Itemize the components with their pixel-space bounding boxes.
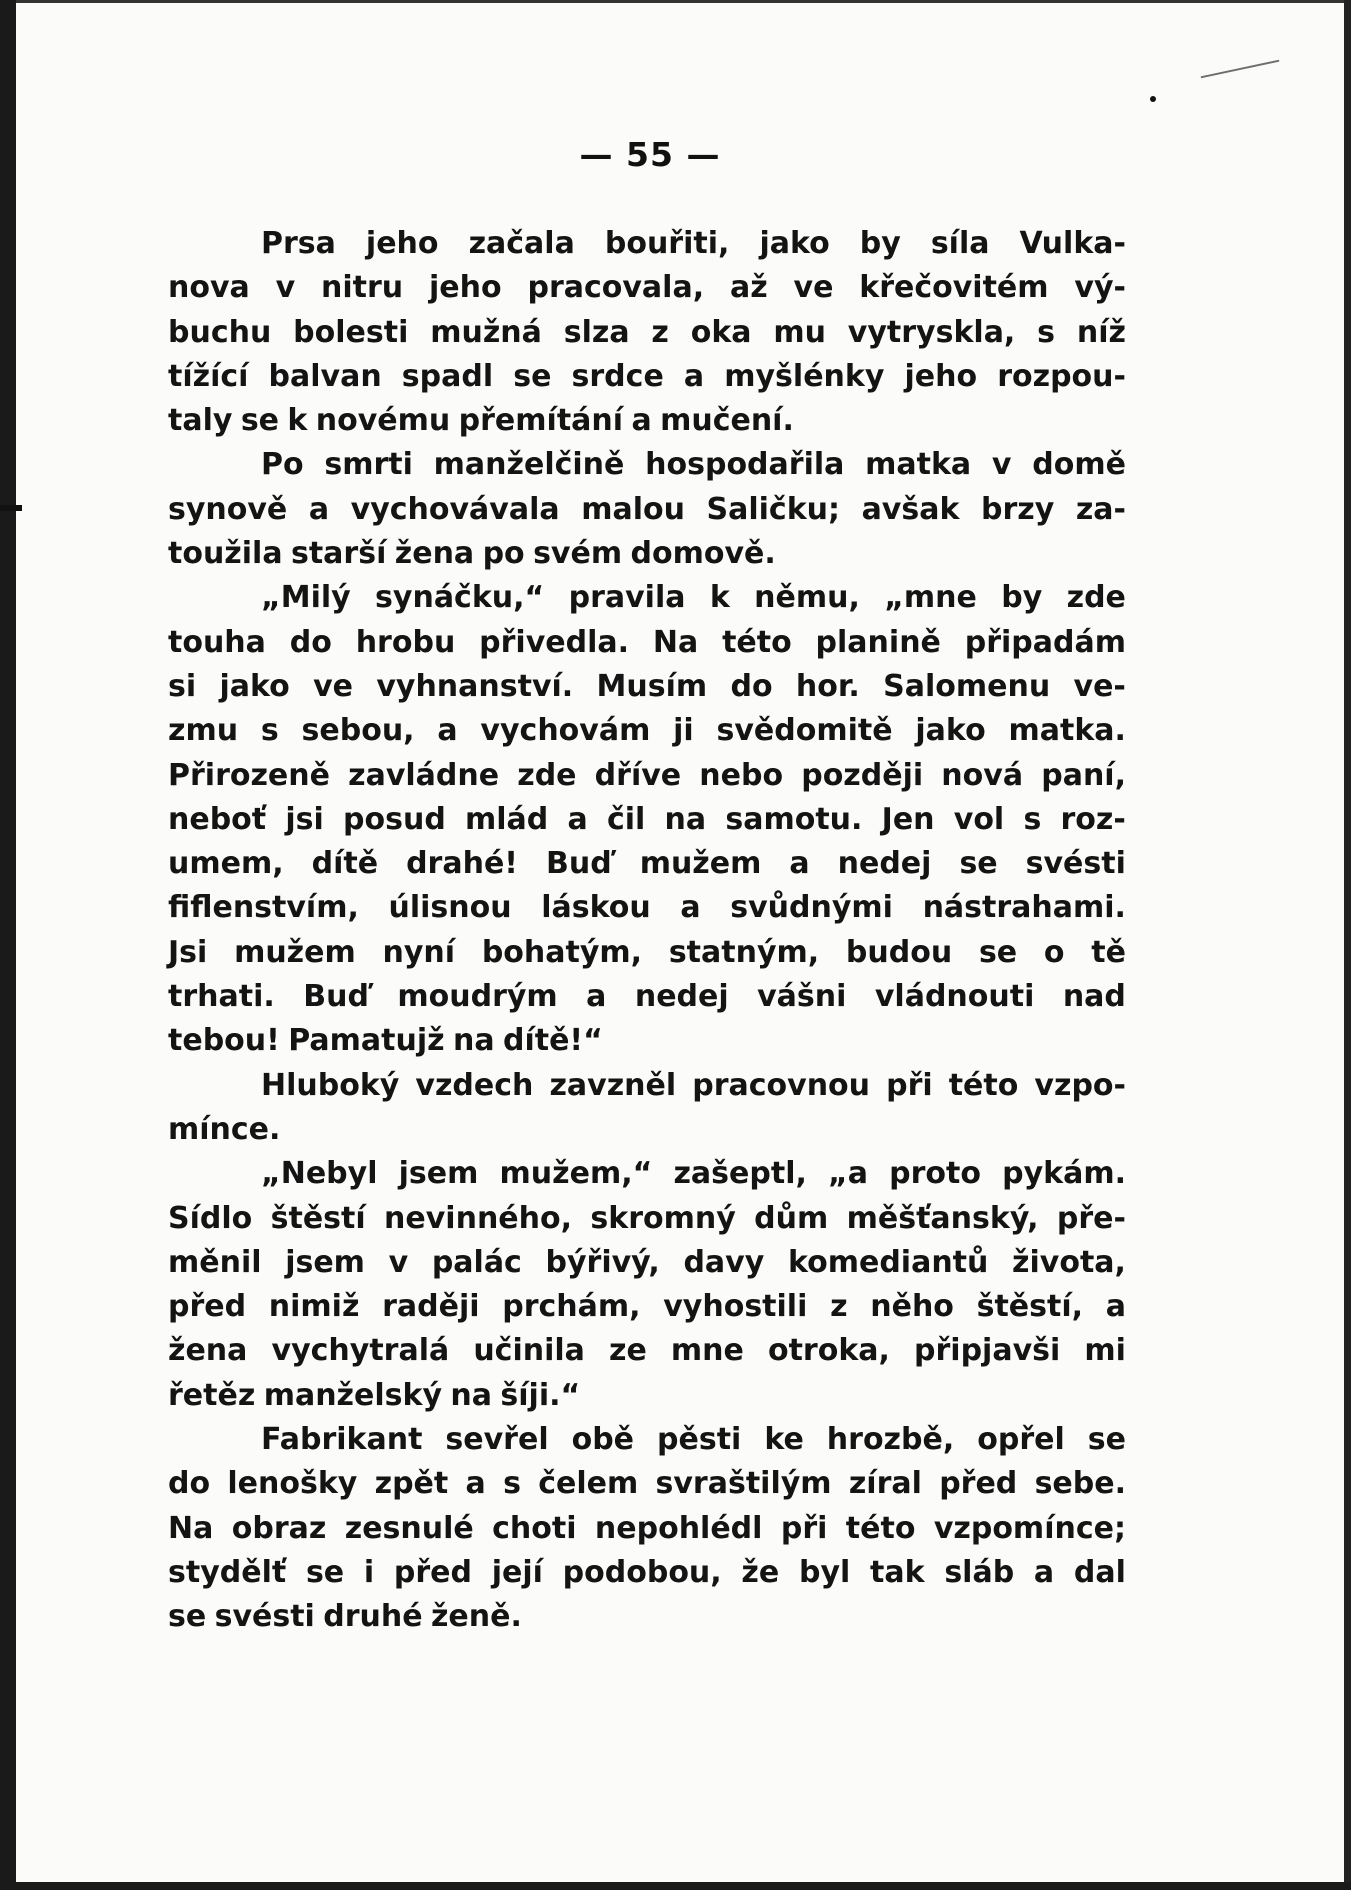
text-line: se svésti druhé ženě.	[168, 1599, 522, 1635]
text-line: nova v nitru jeho pracovala, až ve křečovitém vý-	[168, 270, 1126, 306]
scan-speck	[0, 505, 22, 511]
text-line: „Milý synáčku,“ pravila k němu, „mne by zde	[261, 580, 1126, 616]
text-line: umem, dítě drahé! Buď mužem a nedej se svésti	[168, 846, 1126, 882]
text-line: řetěz manželský na šíji.“	[168, 1377, 581, 1413]
paragraph	[168, 1418, 1126, 1639]
paragraph	[168, 222, 1126, 443]
body-text	[168, 222, 1126, 1640]
text-line: toužila starší žena po svém domově.	[168, 536, 776, 572]
text-line: si jako ve vyhnanství. Musím do hor. Salomenu ve-	[168, 668, 1126, 704]
scan-border-right	[1344, 0, 1351, 1890]
text-line: stydělť se i před její podobou, že byl tak sláb a dal	[168, 1554, 1126, 1590]
text-line: Na obraz zesnulé choti nepohlédl při této vzpomínce;	[168, 1510, 1126, 1546]
text-line: do lenošky zpět a s čelem svraštilým zíral před sebe.	[168, 1466, 1126, 1502]
text-line: Přirozeně zavládne zde dříve nebo později nová paní,	[168, 757, 1126, 793]
scan-border-bottom	[0, 1882, 1351, 1890]
text-line: mínce.	[168, 1111, 281, 1147]
paragraph	[168, 576, 1126, 1063]
page-number: — 55 —	[579, 135, 721, 174]
text-line: Po smrti manželčině hospodařila matka v domě	[261, 447, 1126, 483]
text-line: zmu s sebou, a vychovám ji svědomitě jako matka.	[168, 713, 1126, 749]
text-line: taly se k novému přemítání a mučení.	[168, 403, 794, 439]
text-line: Jsi mužem nyní bohatým, statným, budou se o tě	[168, 934, 1126, 970]
text-line: před nimiž raději prchám, vyhostili z něho štěstí, a	[168, 1289, 1126, 1325]
text-line: touha do hrobu přivedla. Na této planině připadám	[168, 624, 1126, 660]
text-line: Fabrikant sevřel obě pěsti ke hrozbě, opřel se	[261, 1422, 1126, 1458]
text-line: Sídlo štěstí nevinného, skromný dům měšťanský, pře-	[168, 1200, 1126, 1236]
text-line: fiflenstvím, úlisnou láskou a svůdnými nástrahami.	[168, 890, 1126, 926]
text-line: tebou! Pamatujž na dítě!“	[168, 1023, 603, 1059]
text-line: tížící balvan spadl se srdce a myšlénky jeho rozpou-	[168, 358, 1126, 394]
scan-streak	[1201, 60, 1280, 79]
text-line: žena vychytralá učinila ze mne otroka, připjavši mi	[168, 1333, 1126, 1369]
text-line: Hluboký vzdech zavzněl pracovnou při této vzpo-	[261, 1067, 1126, 1103]
text-line: „Nebyl jsem mužem,“ zašeptl, „a proto pykám.	[261, 1156, 1126, 1192]
text-line: neboť jsi posud mlád a čil na samotu. Jen vol s roz-	[168, 801, 1126, 837]
paragraph	[168, 443, 1126, 576]
paragraph	[168, 1152, 1126, 1418]
paragraph	[168, 1064, 1126, 1153]
text-line: měnil jsem v palác býřivý, davy komediantů života,	[168, 1244, 1126, 1280]
text-line: synově a vychovávala malou Saličku; avšak brzy za-	[168, 491, 1126, 527]
text-line: trhati. Buď moudrým a nedej vášni vládnouti nad	[168, 979, 1126, 1015]
text-line: Prsa jeho začala bouřiti, jako by síla Vulka-	[261, 226, 1126, 261]
scan-speck	[1150, 96, 1156, 102]
scan-border-top	[0, 0, 1351, 3]
scan-border-left	[0, 0, 16, 1890]
text-line: buchu bolesti mužná slza z oka mu vytryskla, s níž	[168, 314, 1126, 350]
